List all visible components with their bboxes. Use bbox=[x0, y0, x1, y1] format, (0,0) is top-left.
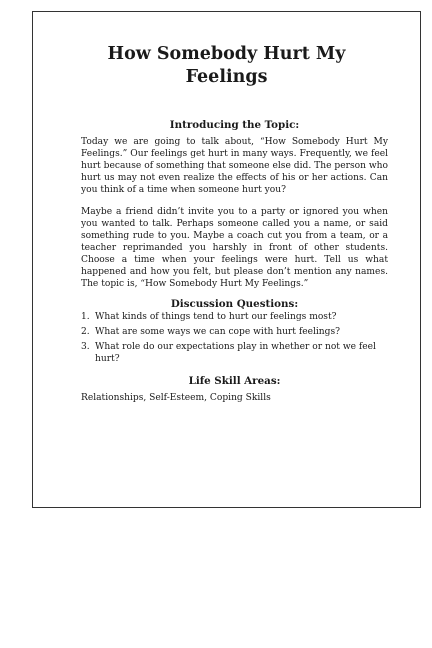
discussion-heading: Discussion Questions: bbox=[170, 298, 299, 310]
question-text: What role do our expectations play in whether or not we feel hurt? bbox=[95, 342, 376, 364]
question-text: What kinds of things tend to hurt our feelings most? bbox=[95, 312, 337, 322]
list-item bbox=[81, 341, 388, 365]
intro-paragraph-2: Maybe a friend didn’t invite you to a party or ignored you when you wanted to talk. Perhaps someone called you a name, or said something rude to you. Maybe a coach cut you from a team, or a teacher reprimanded you harshly in front of other students. Choose a time when your feelings were hurt. Tell us what happened and how you felt, but please don’t mention any names. The topic is, “How Somebody Hurt My Feelings.” bbox=[81, 207, 388, 289]
list-item bbox=[81, 311, 388, 323]
question-number: 3. bbox=[81, 342, 90, 352]
life-skill-list: Relationships, Self-Esteem, Coping Skills bbox=[81, 393, 271, 403]
discussion-questions-list bbox=[81, 311, 388, 365]
card-content bbox=[81, 119, 388, 404]
topic-card bbox=[32, 11, 421, 508]
question-number: 1. bbox=[81, 312, 90, 322]
life-skill-heading: Life Skill Areas: bbox=[188, 375, 281, 387]
intro-heading: Introducing the Topic: bbox=[169, 119, 300, 131]
question-text: What are some ways we can cope with hurt feelings? bbox=[95, 327, 340, 337]
list-item bbox=[81, 326, 388, 338]
question-number: 2. bbox=[81, 327, 90, 337]
title-line-2: Feelings bbox=[185, 67, 268, 87]
page-title bbox=[33, 43, 420, 89]
title-line-1: How Somebody Hurt My bbox=[107, 44, 346, 64]
intro-paragraph-1: Today we are going to talk about, “How Somebody Hurt My Feelings.” Our feelings get hurt in many ways. Frequently, we feel hurt because of something that someone else did. The person who hurt us may not even realize the effects of his or her actions. Can you think of a time when someone hurt you? bbox=[81, 137, 388, 195]
